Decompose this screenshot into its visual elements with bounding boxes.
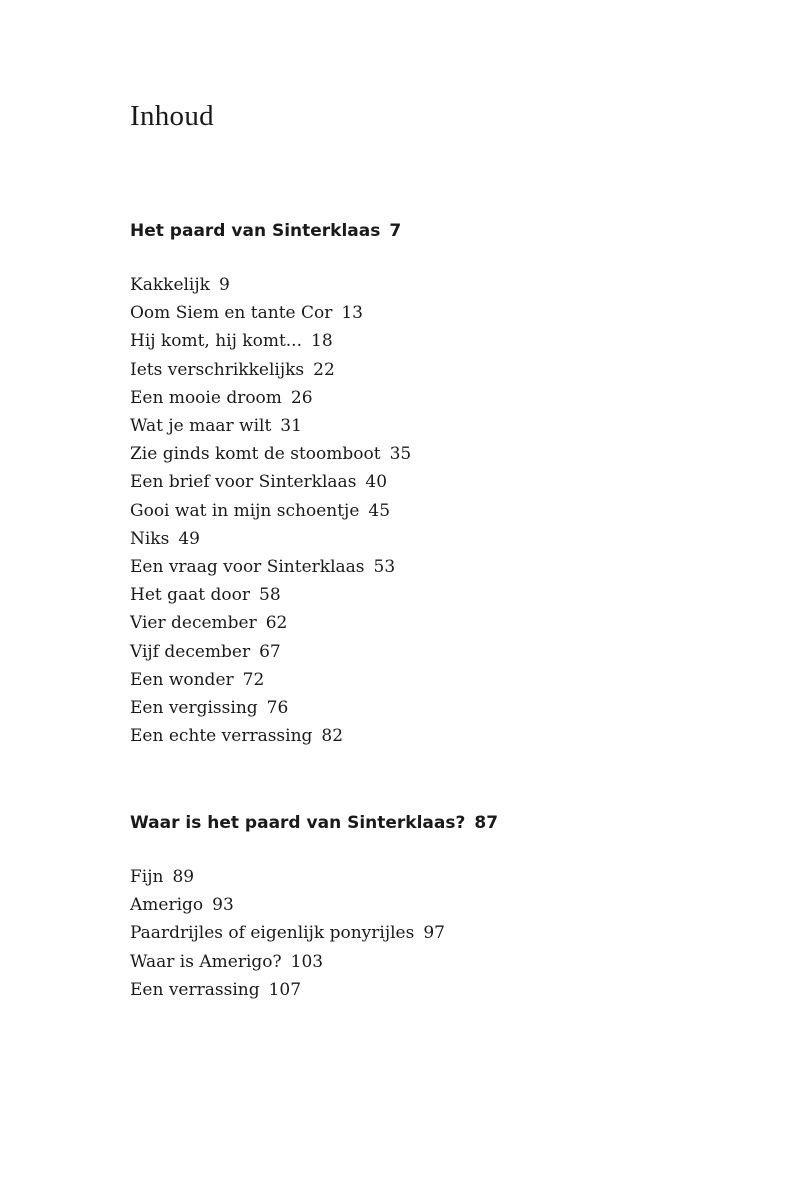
chapter-entry [130, 497, 690, 525]
part-heading [130, 810, 690, 836]
chapter-title: Oom Siem en tante Cor [130, 303, 333, 324]
chapter-title: Een mooie droom [130, 387, 282, 408]
chapter-page-number: 49 [178, 528, 200, 549]
chapter-page-number: 9 [218, 275, 230, 295]
chapter-entry [130, 440, 690, 468]
chapter-page-number: 45 [368, 500, 391, 521]
part-title: Waar is het paard van Sinterklaas? [130, 813, 466, 833]
chapter-entry [130, 525, 690, 553]
chapter-page-number: 35 [389, 444, 412, 465]
chapter-entry [130, 468, 690, 496]
chapter-page-number: 13 [341, 303, 363, 324]
chapter-title: Een vergissing [130, 698, 258, 719]
chapter-title: Niks [130, 528, 170, 549]
chapter-page-number: 62 [265, 613, 288, 634]
chapter-title: Wat je maar wilt [130, 416, 272, 437]
chapter-page-number: 107 [268, 979, 302, 1000]
chapter-title: Zie ginds komt de stoomboot [130, 444, 381, 465]
part-section-1 [130, 218, 690, 750]
chapter-page-number: 97 [423, 923, 445, 944]
chapter-entry [130, 666, 690, 694]
chapter-page-number: 93 [212, 895, 234, 916]
chapter-title: Vijf december [130, 641, 251, 662]
chapter-page-number: 22 [313, 359, 335, 380]
chapter-title: Waar is Amerigo? [130, 951, 282, 972]
chapter-page-number: 76 [266, 698, 289, 719]
chapter-list [130, 863, 690, 1004]
chapter-page-number: 103 [290, 951, 324, 972]
chapter-entry [130, 948, 690, 976]
chapter-entry [130, 553, 690, 581]
chapter-entry [130, 384, 690, 412]
chapter-entry [130, 863, 690, 891]
chapter-title: Kakkelijk [130, 275, 210, 295]
chapter-entry [130, 327, 690, 355]
chapter-entry [130, 412, 690, 440]
chapter-entry [130, 638, 690, 666]
chapter-page-number: 72 [242, 669, 265, 690]
chapter-entry [130, 609, 690, 637]
page-title: Inhoud [130, 100, 214, 132]
chapter-page-number: 31 [280, 416, 302, 437]
chapter-title: Gooi wat in mijn schoentje [130, 500, 360, 521]
chapter-page-number: 82 [321, 726, 344, 747]
chapter-title: Een brief voor Sinterklaas [130, 472, 357, 493]
part-title: Het paard van Sinterklaas [130, 221, 381, 241]
chapter-page-number: 67 [259, 641, 281, 662]
chapter-entry [130, 356, 690, 384]
chapter-title: Amerigo [130, 895, 204, 916]
chapter-title: Het gaat door [130, 585, 250, 606]
chapter-page-number: 53 [373, 557, 396, 578]
chapter-title: Iets verschrikkelijks [130, 359, 305, 380]
chapter-title: Fijn [130, 867, 164, 887]
chapter-page-number: 40 [365, 472, 388, 493]
chapter-title: Een wonder [130, 669, 234, 690]
chapter-entry [130, 919, 690, 947]
chapter-page-number: 89 [172, 867, 195, 887]
chapter-list [130, 271, 690, 750]
chapter-title: Een vraag voor Sinterklaas [130, 557, 365, 578]
chapter-entry [130, 891, 690, 919]
part-page-number: 87 [474, 813, 499, 833]
chapter-page-number: 18 [311, 331, 333, 352]
chapter-entry [130, 722, 690, 750]
chapter-title: Vier december [130, 613, 257, 634]
chapter-entry [130, 299, 690, 327]
chapter-page-number: 26 [290, 387, 313, 408]
chapter-page-number: 58 [259, 585, 281, 606]
part-section-2 [130, 810, 690, 1004]
chapter-entry [130, 976, 690, 1004]
chapter-entry [130, 694, 690, 722]
chapter-title: Een verrassing [130, 979, 260, 1000]
chapter-entry [130, 271, 690, 299]
chapter-title: Hij komt, hij komt... [130, 331, 302, 352]
part-page-number: 7 [389, 221, 402, 241]
chapter-title: Paardrijles of eigenlijk ponyrijles [130, 923, 415, 944]
chapter-entry [130, 581, 690, 609]
part-heading [130, 218, 690, 244]
chapter-title: Een echte verrassing [130, 726, 313, 747]
